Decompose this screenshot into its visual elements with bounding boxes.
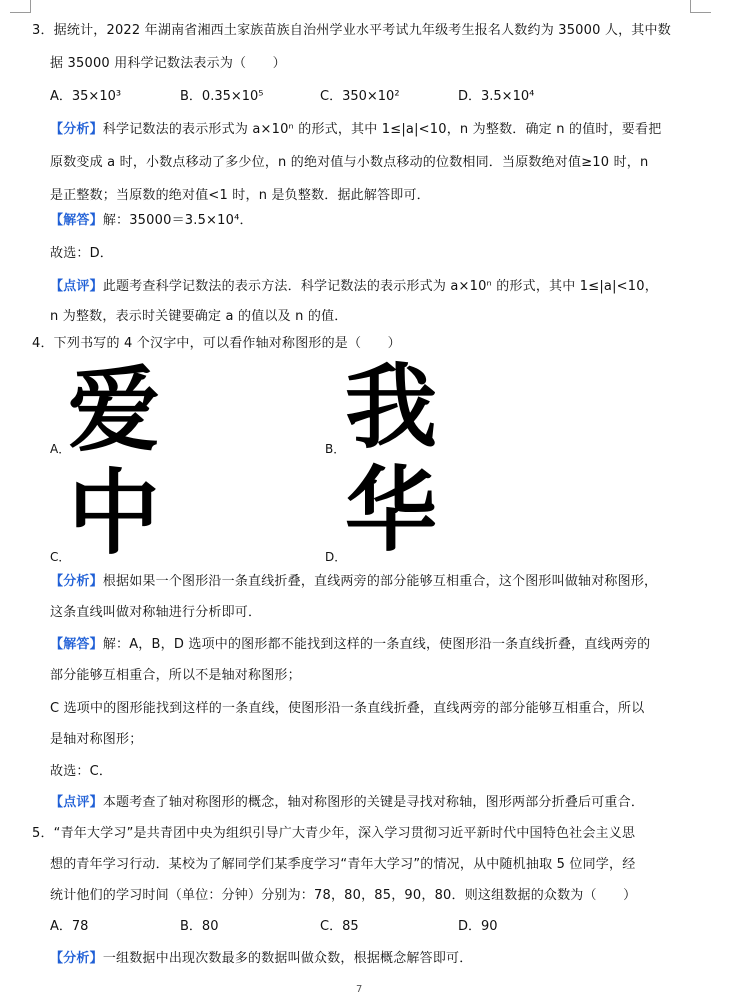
answer-tag: 【解答】 (50, 637, 103, 652)
q3-stem-line2: 据 35000 用科学记数法表示为（ ） (50, 56, 286, 71)
q3-analysis-line2: 原数变成 a 时，小数点移动了多少位，n 的绝对值与小数点移动的位数相同．当原数绝对值≥10 时，n (50, 155, 649, 170)
q5-stem-line1: 5．“青年大学习”是共青团中央为组织引导广大青少年，深入学习贯彻习近平新时代中国特色社会主义思 (32, 826, 636, 841)
q3-option-b: B．0.35×10⁵ (180, 89, 264, 104)
q4-answer-text1: 解：A，B，D 选项中的图形都不能找到这样的一条直线，使图形沿一条直线折叠，直线两旁的 (102, 637, 651, 652)
q3-comment-line2: n 为整数，表示时关键要确定 a 的值以及 n 的值． (50, 309, 348, 324)
q5-stem-line3: 统计他们的学习时间（单位：分钟）分别为：78，80，85，90，80．则这组数据的众数为（ ） (50, 888, 637, 903)
q5-option-a: A．78 (50, 919, 89, 934)
q5-option-d: D．90 (458, 919, 498, 934)
analysis-tag: 【分析】 (50, 122, 103, 137)
q3-option-c: C．350×10² (320, 89, 400, 104)
answer-tag: 【解答】 (50, 213, 103, 228)
q4-option-c-label: C． (50, 550, 71, 564)
q4-option-a-label: A． (50, 442, 71, 456)
q4-answer-line2: 部分能够互相重合，所以不是轴对称图形； (50, 668, 301, 683)
q4-option-d-label: D． (325, 550, 347, 564)
q3-answer-line (50, 212, 253, 230)
q4-answer-line4: 是轴对称图形； (50, 732, 143, 747)
q3-option-d: D．3.5×10⁴ (458, 89, 535, 104)
analysis-tag: 【分析】 (50, 574, 103, 589)
q4-option-b-label: B． (325, 442, 346, 456)
q4-analysis-line1 (50, 573, 657, 591)
q4-option-c-character: 中 (68, 460, 161, 567)
q4-analysis-line2: 这条直线叫做对称轴进行分析即可． (50, 605, 262, 620)
q5-option-b: B．80 (180, 919, 219, 934)
q4-answer-line3: C 选项中的图形能找到这样的一条直线，使图形沿一条直线折叠，直线两旁的部分能够互相重合，所以 (50, 701, 645, 716)
q3-comment-line1 (50, 278, 658, 296)
q4-analysis-text1: 根据如果一个图形沿一条直线折叠，直线两旁的部分能够互相重合，这个图形叫做轴对称图形， (102, 574, 658, 589)
q5-option-c: C．85 (320, 919, 359, 934)
q4-choice: 故选：C． (50, 764, 113, 779)
q4-comment-text: 本题考查了轴对称图形的概念，轴对称图形的关键是寻找对称轴，图形两部分折叠后可重合． (102, 795, 645, 810)
q3-analysis-line3: 是正整数；当原数的绝对值<1 时，n 是负整数．据此解答即可． (50, 188, 430, 203)
comment-tag: 【点评】 (50, 795, 103, 810)
q5-analysis-line (50, 950, 472, 968)
q5-analysis-text: 一组数据中出现次数最多的数据叫做众数，根据概念解答即可． (102, 951, 473, 966)
analysis-tag: 【分析】 (50, 951, 103, 966)
q4-option-d-character: 华 (345, 457, 438, 564)
q3-comment-text1: 此题考查科学记数法的表示方法．科学记数法的表示形式为 a×10ⁿ 的形式，其中 1≤|a|<10， (102, 279, 658, 294)
q3-analysis-text1: 科学记数法的表示形式为 a×10ⁿ 的形式，其中 1≤|a|<10，n 为整数．确定 n 的值时，要看把 (102, 122, 662, 137)
q4-option-b-character: 我 (345, 354, 438, 461)
q3-option-a: A．35×10³ (50, 89, 122, 104)
q5-stem-line2: 想的青年学习行动．某校为了解同学们某季度学习“青年大学习”的情况，从中随机抽取 5 位同学，经 (50, 857, 636, 872)
margin-corner-mark-left (10, 0, 31, 13)
comment-tag: 【点评】 (50, 279, 103, 294)
q4-answer-line1 (50, 636, 650, 654)
q3-choice: 故选：D． (50, 246, 114, 261)
q3-analysis-line1 (50, 121, 661, 139)
q3-answer-text: 解：35000＝3.5×10⁴． (102, 213, 253, 228)
q4-comment-line (50, 794, 644, 812)
page-number: 7 (356, 984, 363, 995)
q4-option-a-character: 爱 (68, 357, 161, 464)
q4-stem: 4．下列书写的 4 个汉字中，可以看作轴对称图形的是（ ） (32, 336, 401, 351)
margin-corner-mark-right (690, 0, 711, 13)
q3-stem-line1: 3．据统计，2022 年湖南省湘西土家族苗族自治州学业水平考试九年级考生报名人数约为 35000 人，其中数 (32, 23, 671, 38)
